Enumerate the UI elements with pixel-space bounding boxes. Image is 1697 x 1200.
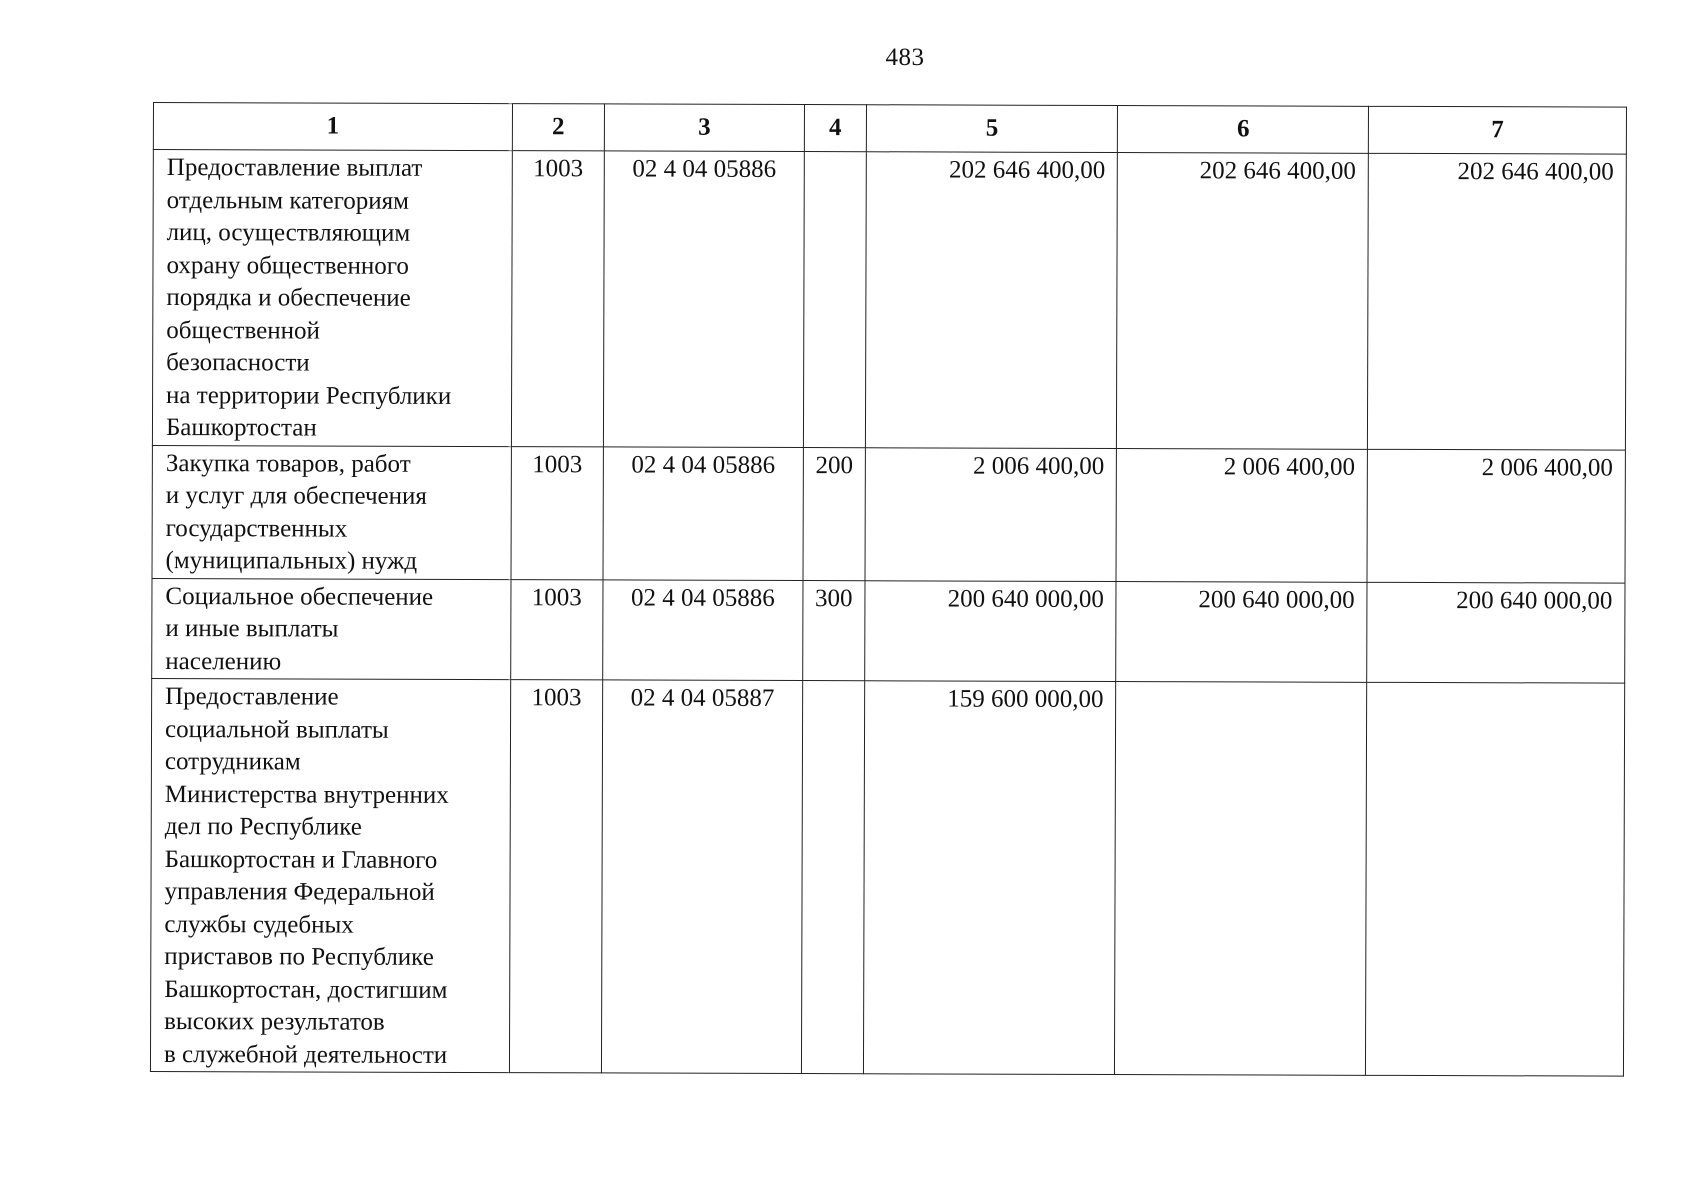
amount-column-5: 200 640 000,00: [864, 580, 1116, 681]
header-row: [153, 103, 1626, 155]
expense-type-code: 300: [803, 580, 865, 681]
table-row: [152, 445, 1625, 583]
amount-column-6: 200 640 000,00: [1116, 581, 1367, 682]
target-article-code: 02 4 04 05886: [603, 579, 803, 680]
section-code: 1003: [511, 579, 603, 680]
section-code: 1003: [511, 446, 603, 579]
amount-column-6: [1115, 682, 1367, 1076]
amount-column-6: 202 646 400,00: [1117, 153, 1369, 449]
column-header-1: 1: [153, 103, 512, 151]
section-code: 1003: [509, 680, 602, 1073]
row-name: Предоставление выплат отдельным категориям лиц, осуществляющим охрану общественного порядка и обеспечение общественной безопасности на территории Республики Башкортостан: [152, 150, 512, 447]
budget-table: [150, 102, 1627, 1077]
row-name: Предоставление социальной выплаты сотрудникам Министерства внутренних дел по Республике Башкортостан и Главного управления Федеральной службы судебных приставов по Республике Башкортостан, достигшим высоких результатов в служебной деятельности: [150, 678, 510, 1072]
column-header-6: 6: [1118, 106, 1369, 154]
table-row: [152, 578, 1625, 683]
expense-type-code: [803, 152, 866, 448]
column-header-4: 4: [804, 105, 866, 152]
table-row: [150, 678, 1624, 1076]
row-name: Закупка товаров, работ и услуг для обеспечения государственных (муниципальных) нужд: [152, 445, 511, 579]
column-header-3: 3: [604, 104, 804, 152]
amount-column-7: 2 006 400,00: [1367, 449, 1625, 583]
expense-type-code: 200: [803, 447, 865, 580]
target-article-code: 02 4 04 05887: [601, 680, 802, 1074]
table-row: [152, 150, 1626, 450]
row-name: Социальное обеспечение и иные выплаты населению: [152, 578, 511, 680]
amount-column-5: 2 006 400,00: [865, 447, 1117, 581]
amount-column-5: 159 600 000,00: [863, 681, 1116, 1075]
page-number: 483: [885, 44, 925, 71]
target-article-code: 02 4 04 05886: [603, 151, 804, 447]
amount-column-7: [1366, 682, 1625, 1076]
column-header-7: 7: [1369, 106, 1627, 154]
target-article-code: 02 4 04 05886: [603, 446, 804, 580]
column-header-2: 2: [512, 104, 604, 151]
amount-column-7: 202 646 400,00: [1368, 153, 1627, 449]
column-header-5: 5: [866, 105, 1118, 153]
amount-column-7: 200 640 000,00: [1367, 582, 1625, 683]
amount-column-6: 2 006 400,00: [1116, 448, 1367, 582]
section-code: 1003: [511, 151, 604, 447]
amount-column-5: 202 646 400,00: [865, 152, 1118, 448]
expense-type-code: [801, 681, 864, 1074]
